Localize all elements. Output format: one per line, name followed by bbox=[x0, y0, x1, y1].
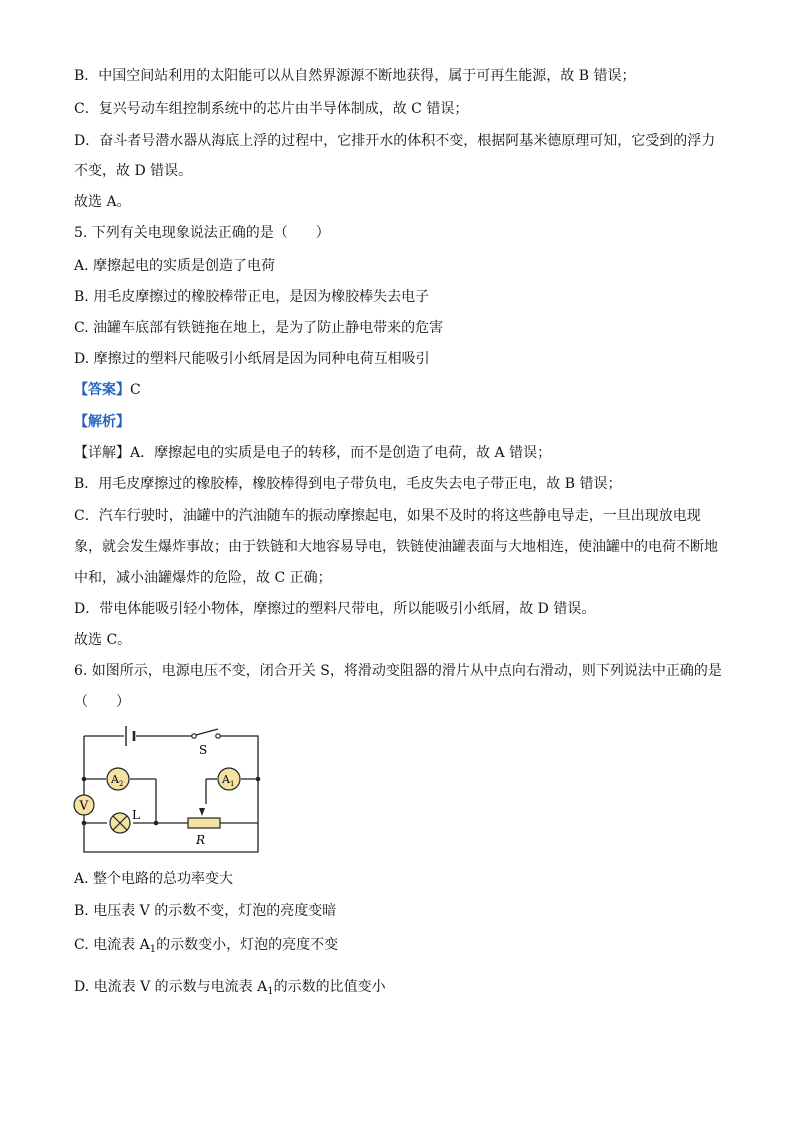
ammeter-a1-sub: 1 bbox=[230, 780, 235, 788]
battery-icon bbox=[126, 726, 134, 746]
ammeter-a2-icon bbox=[107, 768, 129, 790]
lamp-label: L bbox=[132, 808, 140, 822]
conclusion: 故选 C。 bbox=[74, 632, 132, 648]
option-6b: B. 电压表 V 的示数不变，灯泡的亮度变暗 bbox=[74, 903, 337, 919]
switch-label: S bbox=[199, 743, 208, 757]
text-line: 故选 A。 bbox=[74, 194, 131, 210]
option-5a: A. 摩擦起电的实质是创造了电荷 bbox=[74, 258, 276, 274]
analysis-line bbox=[74, 412, 130, 432]
explanation-d: D．带电体能吸引轻小物体，摩擦过的塑料尺带电，所以能吸引小纸屑，故 D 错误。 bbox=[74, 601, 596, 617]
explanation-c-cont: 中和，减小油罐爆炸的危险，故 C 正确； bbox=[74, 570, 332, 586]
explanation-c: C．汽车行驶时，油罐中的汽油随车的振动摩擦起电，如果不及时的将这些静电导走，一旦出现放电现 bbox=[74, 508, 701, 524]
question-6: 6. 如图所示，电源电压不变，闭合开关 S，将滑动变阻器的滑片从中点向右滑动，则下列说法中正确的是 bbox=[74, 663, 722, 679]
explanation-c-cont: 象，就会发生爆炸事故；由于铁链和大地容易导电，铁链使油罐表面与大地相连，使油罐中的电荷不断地 bbox=[74, 539, 718, 555]
circuit-diagram bbox=[70, 722, 270, 860]
question-6-bracket: （ ） bbox=[74, 694, 130, 710]
text-line: 不变，故 D 错误。 bbox=[74, 163, 193, 179]
answer-tag: 【答案】 bbox=[74, 382, 130, 398]
rheostat-icon bbox=[188, 808, 220, 828]
ammeter-a1-symbol: $A_1$ bbox=[139, 937, 157, 955]
option-6c: C. 电流表 $A_1$的示数变小，灯泡的亮度不变 bbox=[74, 937, 339, 955]
explanation-b: B．用毛皮摩擦过的橡胶棒，橡胶棒得到电子带负电，毛皮失去电子带正电，故 B 错误； bbox=[74, 476, 622, 492]
option-5b: B. 用毛皮摩擦过的橡胶棒带正电，是因为橡胶棒失去电子 bbox=[74, 289, 430, 305]
ammeter-a2-label: A bbox=[111, 773, 119, 786]
option-5c: C. 油罐车底部有铁链拖在地上，是为了防止静电带来的危害 bbox=[74, 320, 444, 336]
ammeter-a1-icon bbox=[218, 768, 240, 790]
lamp-icon bbox=[110, 813, 130, 833]
detail-tag: 【详解】 bbox=[74, 445, 130, 461]
voltmeter-label: V bbox=[79, 798, 89, 813]
detail-line bbox=[74, 443, 551, 463]
resistor-label: R bbox=[196, 833, 206, 847]
answer-value: C bbox=[130, 382, 141, 398]
explanation-a: A．摩擦起电的实质是电子的转移，而不是创造了电荷，故 A 错误； bbox=[130, 445, 552, 461]
ammeter-a1-label: A bbox=[222, 773, 230, 786]
option-5d: D. 摩擦过的塑料尺能吸引小纸屑是因为同种电荷互相吸引 bbox=[74, 351, 430, 367]
text-line: D．奋斗者号潜水器从海底上浮的过程中，它排开水的体积不变，根据阿基米德原理可知，它受到的浮力 bbox=[74, 133, 716, 149]
voltmeter-icon bbox=[74, 795, 94, 815]
ammeter-a1-symbol: $A_1$ bbox=[257, 979, 274, 997]
option-6d: D. 电流表 V 的示数与电流表 $A_1$的示数的比值变小 bbox=[74, 979, 386, 997]
text-line: C．复兴号动车组控制系统中的芯片由半导体制成，故 C 错误； bbox=[74, 101, 469, 117]
question-5: 5. 下列有关电现象说法正确的是（ ） bbox=[74, 225, 330, 241]
text-line: B．中国空间站利用的太阳能可以从自然界源源不断地获得，属于可再生能源，故 B 错误； bbox=[74, 68, 636, 84]
answer-line bbox=[74, 380, 141, 400]
option-6a: A. 整个电路的总功率变大 bbox=[74, 871, 234, 887]
analysis-tag: 【解析】 bbox=[74, 414, 130, 430]
ammeter-a2-sub: 2 bbox=[119, 780, 124, 788]
switch-icon bbox=[192, 729, 220, 738]
